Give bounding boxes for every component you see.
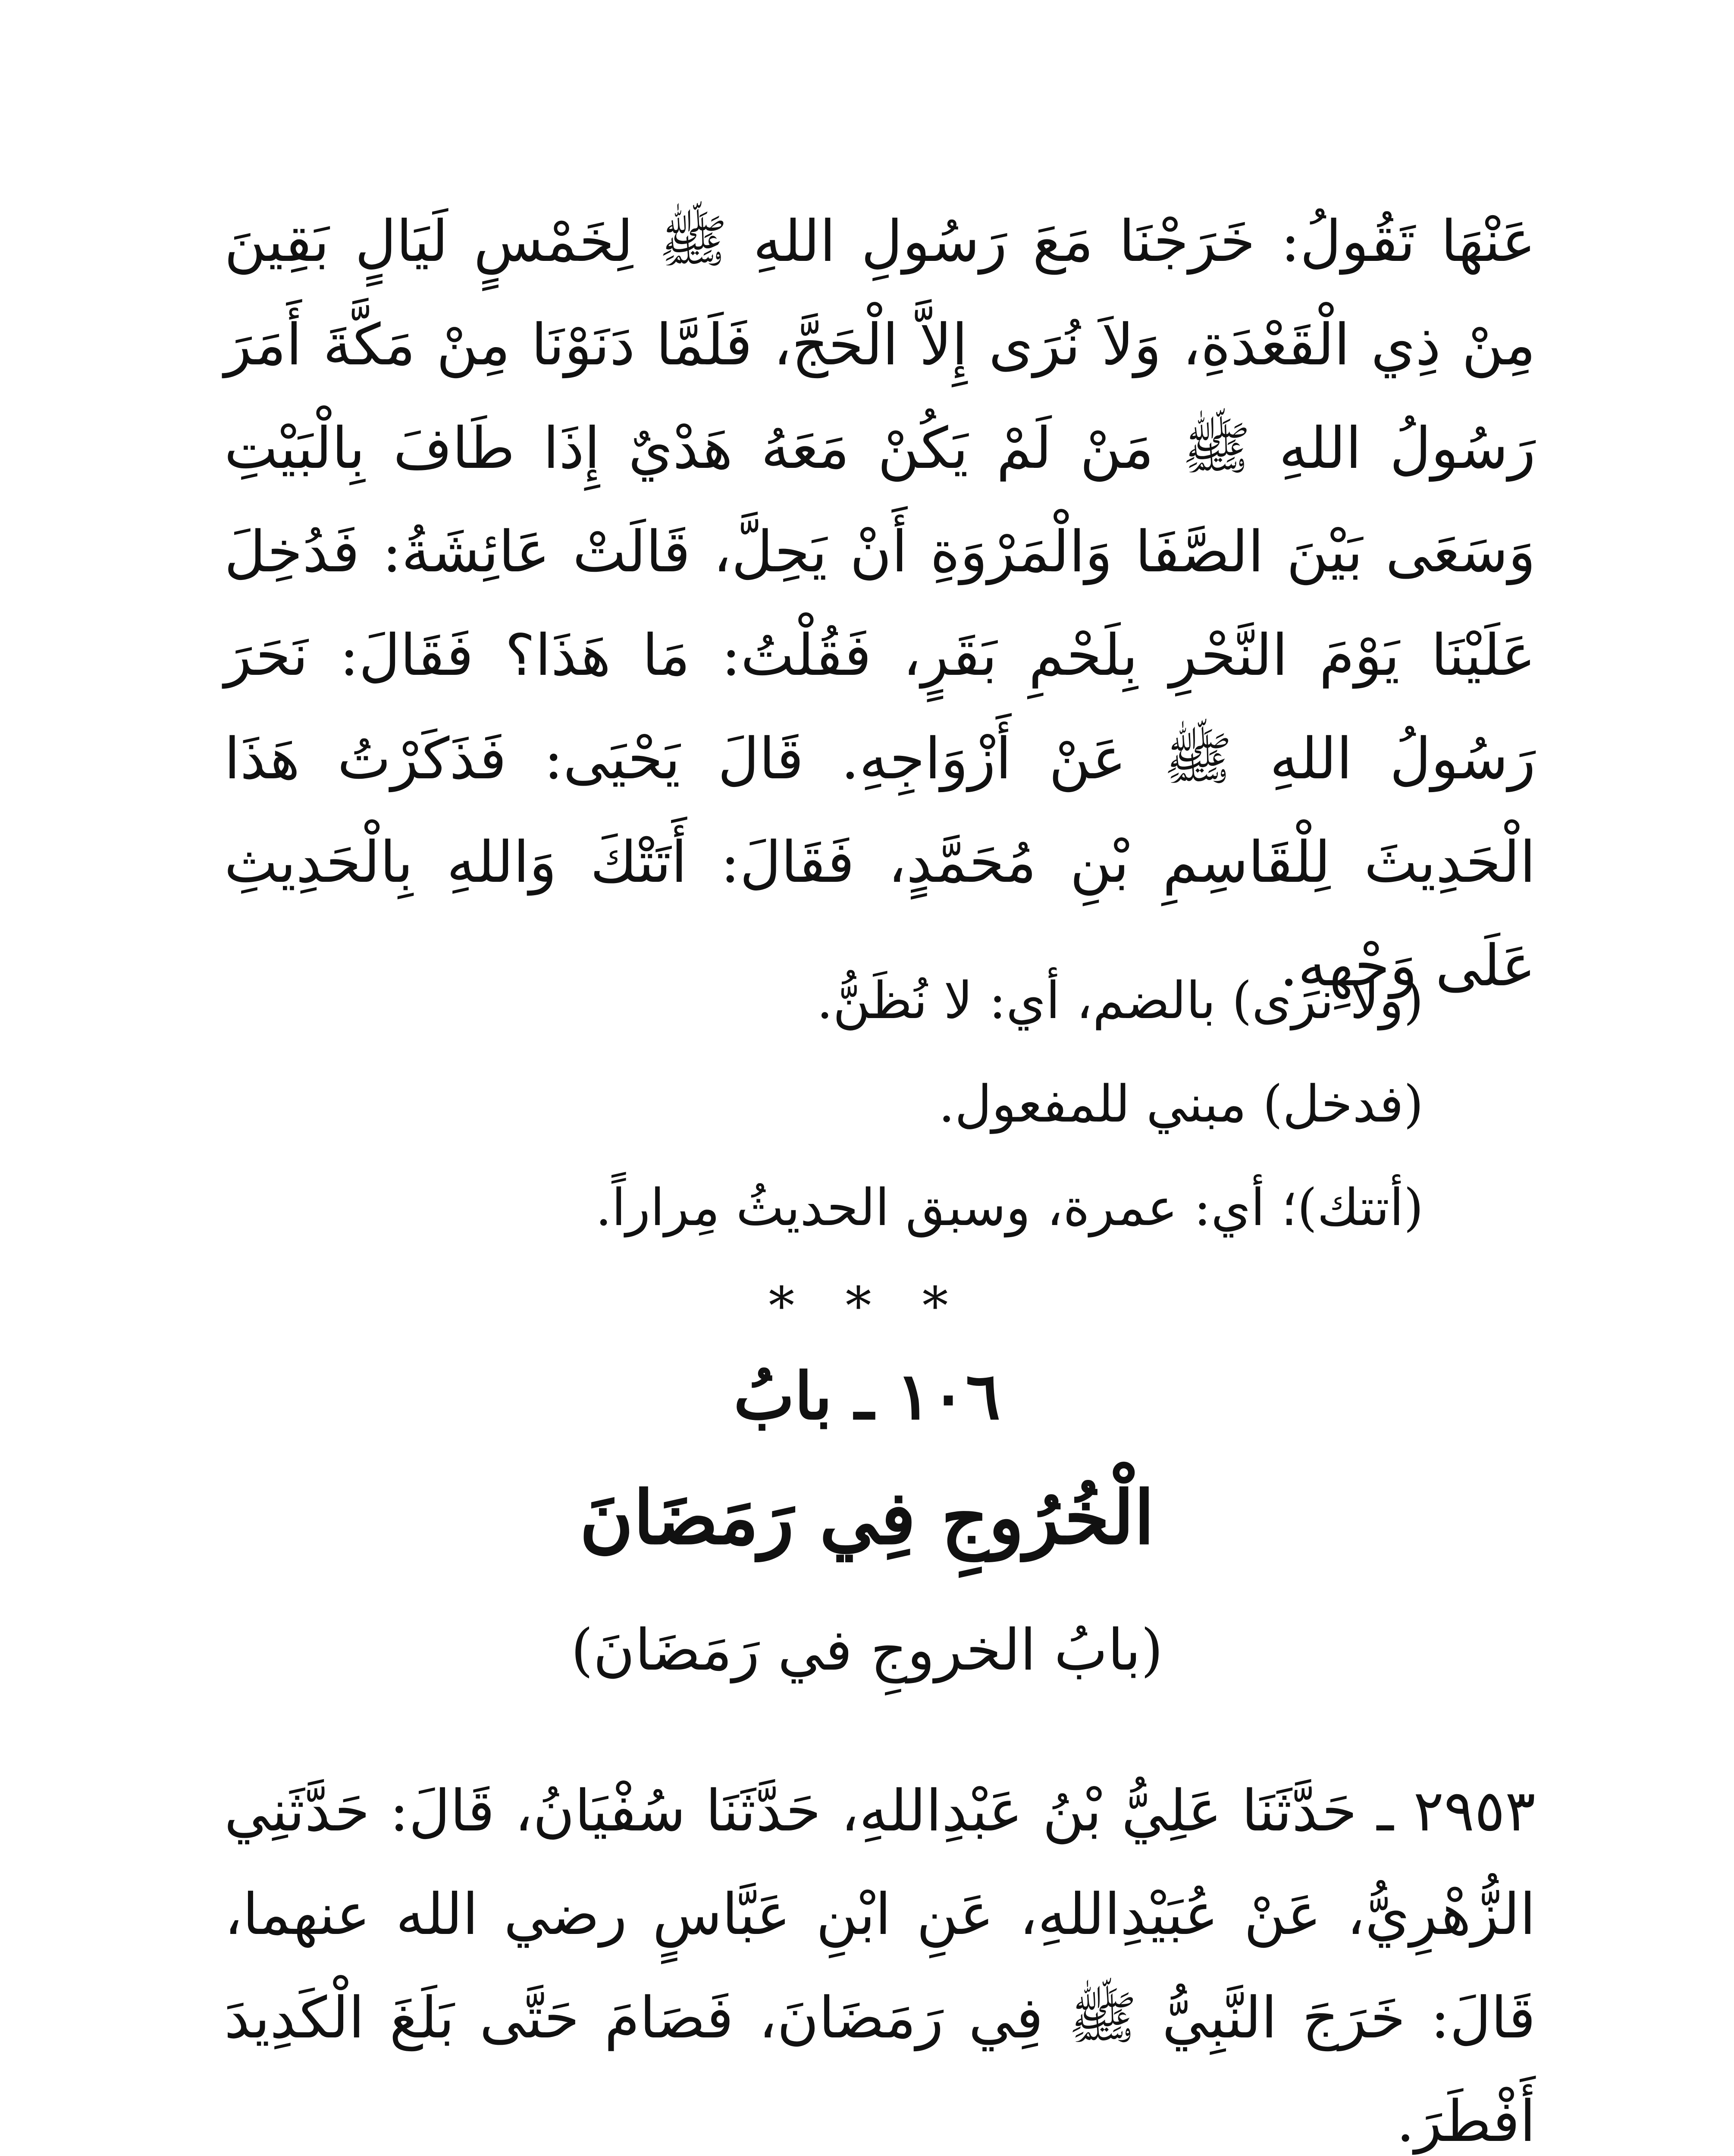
- main-paragraph: عَنْهَا تَقُولُ: خَرَجْنَا مَعَ رَسُولِ اللهِ ﷺ لِخَمْسٍ لَيَالٍ بَقِينَ مِنْ ذِي الْقَعْدَةِ، وَلاَ نُرَى إِلاَّ الْحَجَّ، فَلَمَّا دَنَوْنَا مِنْ مَكَّةَ أَمَرَ رَسُولُ اللهِ ﷺ مَنْ لَمْ يَكُنْ مَعَهُ هَدْيٌ إِذَا طَافَ بِالْبَيْتِ وَسَعَى بَيْنَ الصَّفَا وَالْمَرْوَةِ أَنْ يَحِلَّ، قَالَتْ عَائِشَةُ: فَدُخِلَ عَلَيْنَا يَوْمَ النَّحْرِ بِلَحْمِ بَقَرٍ، فَقُلْتُ: مَا هَذَا؟ فَقَالَ: نَحَرَ رَسُولُ اللهِ ﷺ عَنْ أَزْوَاجِهِ. قَالَ يَحْيَى: فَذَكَرْتُ هَذَا الْحَدِيثَ لِلْقَاسِمِ بْنِ مُحَمَّدٍ، فَقَالَ: أَتَتْكَ وَاللهِ بِالْحَدِيثِ عَلَى وَجْهِهِ.: [224, 208, 1536, 999]
- note-line: (أتتك)؛ أي: عمرة، وسبق الحديثُ مِراراً.: [595, 1178, 1424, 1237]
- note-line: (ولا نرى) بالضم، أي: لا نُظَنُّ.: [816, 971, 1424, 1030]
- commentary-notes: [259, 949, 1424, 1259]
- chapter-subtitle: (بابُ الخروجِ في رَمَضَانَ): [571, 1617, 1163, 1683]
- section-separator: * * *: [768, 1276, 966, 1336]
- chapter-number: ١٠٦ ـ بابُ: [734, 1358, 1000, 1434]
- chapter-title: الْخُرُوجِ فِي رَمَضَانَ: [580, 1475, 1154, 1561]
- note-line: (فدخل) مبني للمفعول.: [938, 1074, 1424, 1134]
- hadith-block: [224, 1759, 1536, 2156]
- hadith-paragraph: ٢٩٥٣ ـ حَدَّثَنَا عَلِيُّ بْنُ عَبْدِاللهِ، حَدَّثَنَا سُفْيَانُ، قَالَ: حَدَّثَنِي الزُّهْرِيُّ، عَنْ عُبَيْدِاللهِ، عَنِ ابْنِ عَبَّاسٍ رضي الله عنهما، قَالَ: خَرَجَ النَّبِيُّ ﷺ فِي رَمَضَانَ، فَصَامَ حَتَّى بَلَغَ الْكَدِيدَ أَفْطَرَ.: [224, 1778, 1536, 2155]
